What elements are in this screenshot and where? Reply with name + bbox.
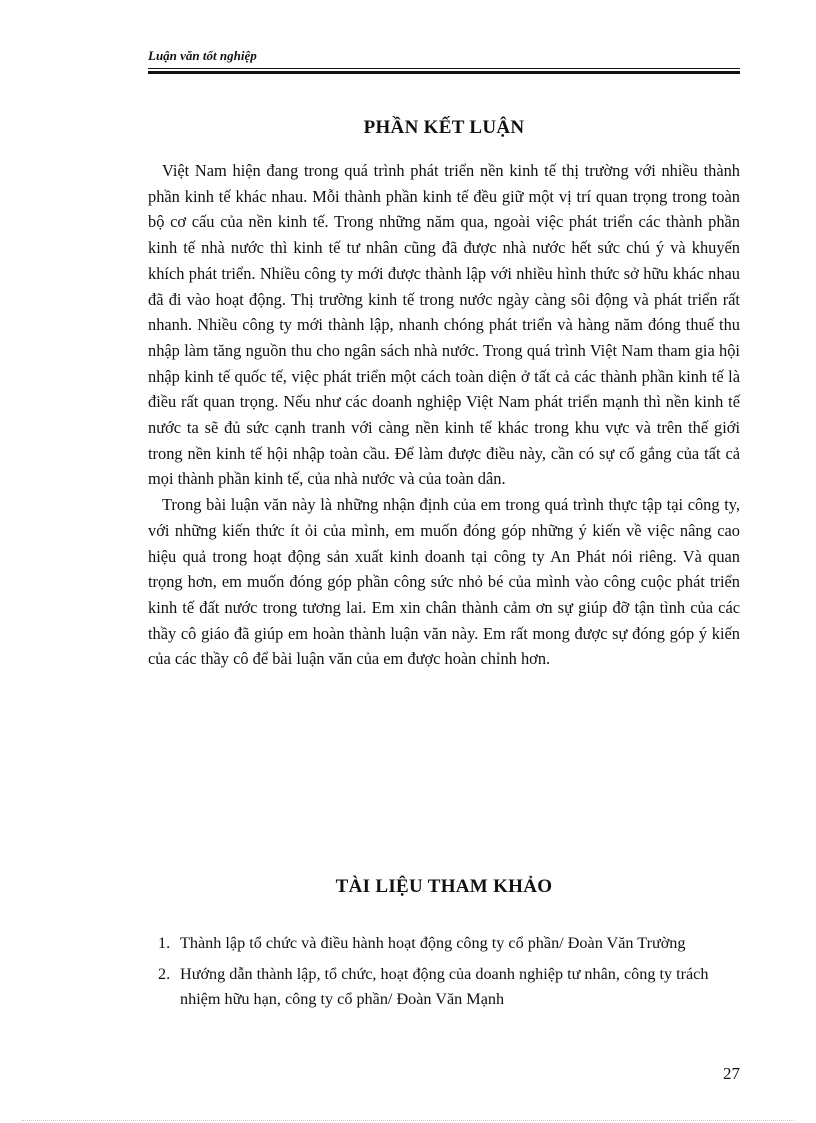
reference-text: Hướng dẫn thành lập, tổ chức, hoạt động của doanh nghiệp tư nhân, công ty trách nhiệm hữu hạn, công ty cổ phần/ Đoàn Văn Mạnh: [180, 965, 709, 1008]
header-rule-thin: [148, 68, 740, 69]
reference-number: 2.: [158, 965, 171, 983]
conclusion-body: [148, 158, 740, 672]
conclusion-paragraph-2: Trong bài luận văn này là những nhận định của em trong quá trình thực tập tại công ty, với những kiến thức ít ỏi của mình, em muốn đóng góp những ý kiến về việc nâng cao hiệu quả trong hoạt động sản xuất kinh doanh tại công ty An Phát nói riêng. Và quan trọng hơn, em muốn đóng góp phần công sức nhỏ bé của mình vào công cuộc phát triển kinh tế đất nước trong tương lai. Em xin chân thành cảm ơn sự giúp đỡ tận tình của các thầy cô giáo đã giúp em hoàn thành luận văn này. Em rất mong được sự đóng góp ý kiến của các thầy cô để bài luận văn của em được hoàn chỉnh hơn.: [148, 495, 740, 669]
page-number: 27: [723, 1064, 740, 1083]
references-title: TÀI LIỆU THAM KHẢO: [335, 876, 553, 897]
conclusion-paragraph-1: Việt Nam hiện đang trong quá trình phát triển nền kinh tế thị trường với nhiều thành phần kinh tế khác nhau. Mỗi thành phần kinh tế đều giữ một vị trí quan trọng trong toàn bộ cơ cấu của nền kinh tế. Trong những năm qua, ngoài việc phát triển các thành phần kinh tế nhà nước thì kinh tế tư nhân cũng đã được nhà nước hết sức chú ý và khuyến khích phát triển. Nhiều công ty mới được thành lập với nhiều hình thức sở hữu khác nhau đã đi vào hoạt động. Thị trường kinh tế trong nước ngày càng sôi động và phát triển rất nhanh. Nhiều công ty mới thành lập, nhanh chóng phát triển và hàng năm đóng thuế thu nhập làm tăng nguồn thu cho ngân sách nhà nước. Trong quá trình Việt Nam tham gia hội nhập kinh tế quốc tế, việc phát triển một cách toàn diện ở tất cả các thành phần kinh tế là điều rất quan trọng. Nếu như các doanh nghiệp Việt Nam phát triển mạnh thì nền kinh tế nước ta sẽ đủ sức cạnh tranh với càng nền kinh tế khác trong khu vực và trên thế giới trong nền kinh tế hội nhập toàn cầu. Để làm được điều này, cần có sự cố gắng của tất cả mọi thành phần kinh tế, của nhà nước và của toàn dân.: [148, 161, 740, 489]
header-rule-thick: [148, 71, 740, 74]
reference-number: 1.: [158, 934, 171, 952]
header-title: Luận văn tốt nghiệp: [148, 48, 257, 63]
reference-text: Thành lập tổ chức và điều hành hoạt động công ty cổ phần/ Đoàn Văn Trường: [180, 934, 686, 952]
page-header: [148, 48, 740, 74]
reference-item: [158, 931, 728, 956]
footer-divider: [22, 1120, 794, 1121]
references-list: [158, 931, 728, 1018]
reference-item: [158, 962, 728, 1012]
conclusion-title: PHẦN KẾT LUẬN: [363, 117, 525, 138]
